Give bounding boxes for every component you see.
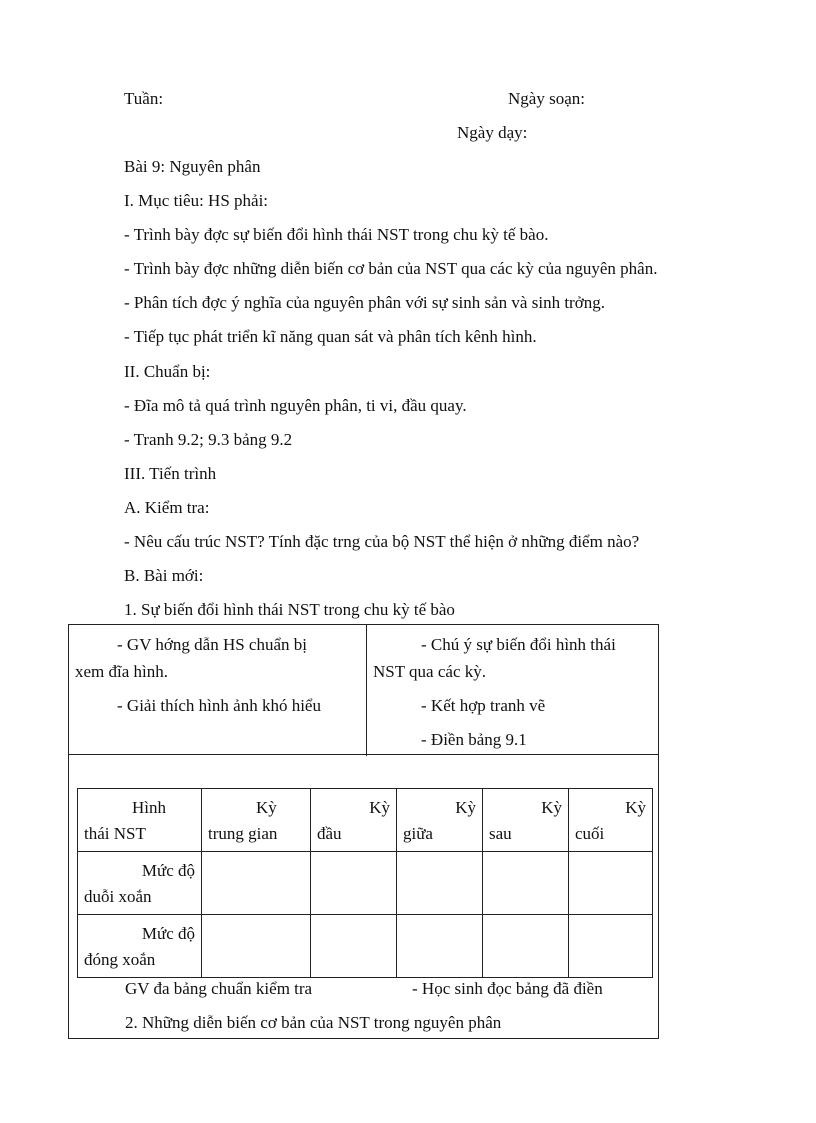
header-cell: Kỳ cuối: [569, 789, 653, 852]
table-box: [68, 754, 659, 1039]
week-label: Tuần:: [124, 89, 164, 108]
student-check-note: - Học sinh đọc bảng đã điền: [412, 979, 603, 998]
header-cell: Kỳ sau: [483, 789, 569, 852]
table-cell: [311, 852, 397, 915]
teacher-activity: - GV hớng dẫn HS chuẩn bị: [117, 635, 307, 654]
table-cell: [569, 852, 653, 915]
table-header-row: [78, 789, 653, 852]
prep-date-label: Ngày soạn:: [508, 89, 585, 108]
check-heading: A. Kiểm tra:: [124, 498, 210, 517]
objective-item: - Phân tích đợc ý nghĩa của nguyên phân với sự sinh sản và sinh trởng.: [124, 293, 605, 312]
header-cell: Hình thái NST: [78, 789, 202, 852]
table-row: [78, 915, 653, 978]
lesson-title: Bài 9: Nguyên phân: [124, 157, 261, 176]
section2-title: 2. Những diễn biến cơ bản của NST trong nguyên phân: [125, 1013, 502, 1032]
teach-date-label: Ngày dạy:: [457, 123, 528, 142]
student-activity: - Chú ý sự biến đổi hình thái: [421, 635, 616, 654]
teacher-activity: - Giải thích hình ảnh khó hiểu: [117, 696, 321, 715]
objective-item: - Trình bày đợc những diễn biến cơ bản của NST qua các kỳ của nguyên phân.: [124, 259, 658, 278]
table-cell: [483, 852, 569, 915]
objective-item: - Trình bày đợc sự biến đổi hình thái NST trong chu kỳ tế bào.: [124, 225, 549, 244]
preparation-item: - Tranh 9.2; 9.3 bảng 9.2: [124, 430, 293, 449]
activity-box: [68, 624, 659, 755]
student-activity: - Kết hợp tranh vẽ: [421, 696, 546, 715]
check-question: - Nêu cấu trúc NST? Tính đặc trng của bộ NST thể hiện ở những điểm nào?: [124, 532, 640, 551]
teacher-activity: xem đĩa hình.: [75, 662, 169, 681]
header-cell: Kỳ giữa: [397, 789, 483, 852]
objective-item: - Tiếp tục phát triển kĩ năng quan sát và phân tích kênh hình.: [124, 327, 537, 346]
objectives-heading: I. Mục tiêu: HS phải:: [124, 191, 269, 210]
student-activity: NST qua các kỳ.: [373, 662, 486, 681]
row-label-cell: Mức độ duỗi xoắn: [78, 852, 202, 915]
procedure-heading: III. Tiến trình: [124, 464, 217, 483]
table-cell: [569, 915, 653, 978]
section1-title: 1. Sự biến đổi hình thái NST trong chu kỳ tế bào: [124, 600, 455, 619]
table-cell: [202, 852, 311, 915]
chromosome-table: [77, 788, 653, 978]
header-cell: Kỳ đầu: [311, 789, 397, 852]
table-cell: [202, 915, 311, 978]
row-label-cell: Mức độ đóng xoắn: [78, 915, 202, 978]
student-activity: - Điền bảng 9.1: [421, 730, 527, 749]
table-row: [78, 852, 653, 915]
new-lesson-heading: B. Bài mới:: [124, 566, 204, 585]
table-cell: [397, 915, 483, 978]
preparation-heading: II. Chuẩn bị:: [124, 362, 211, 381]
table-cell: [311, 915, 397, 978]
table-cell: [483, 915, 569, 978]
preparation-item: - Đĩa mô tả quá trình nguyên phân, ti vi, đầu quay.: [124, 396, 467, 415]
column-divider: [366, 625, 367, 756]
table-cell: [397, 852, 483, 915]
teacher-check-note: GV đa bảng chuẩn kiểm tra: [125, 979, 313, 998]
header-cell: Kỳ trung gian: [202, 789, 311, 852]
